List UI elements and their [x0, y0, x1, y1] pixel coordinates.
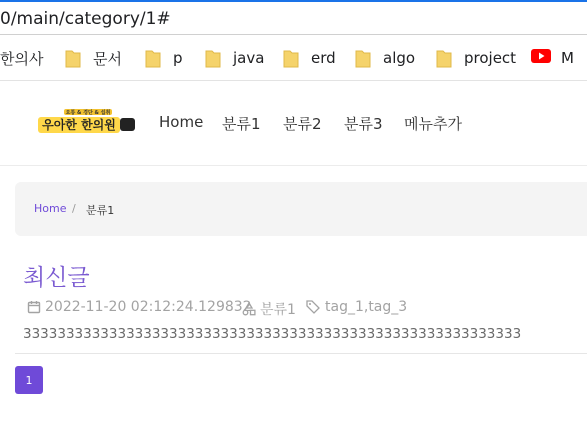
bookmark-label: java: [233, 49, 265, 67]
folder-icon: [145, 49, 161, 68]
folder-icon: [355, 49, 371, 68]
bookmark-item[interactable]: [0, 48, 43, 68]
nav-link-home[interactable]: Home: [159, 113, 204, 131]
bookmark-item[interactable]: [436, 48, 516, 68]
folder-icon: [205, 49, 221, 68]
bookmark-label: erd: [311, 49, 336, 67]
breadcrumb-separator: /: [72, 202, 76, 215]
post-body: 3333333333333333333333333333333333333333333333333333333333: [23, 326, 522, 342]
address-bar[interactable]: [0, 0, 587, 35]
nav-link-category1[interactable]: 분류1: [222, 115, 261, 133]
folder-icon: [436, 49, 452, 68]
bookmark-label: 문서: [93, 49, 122, 68]
bookmark-item[interactable]: [65, 48, 122, 68]
bookmark-label: project: [464, 49, 517, 67]
breadcrumb-home[interactable]: Home: [34, 202, 67, 215]
calendar-icon: [27, 300, 41, 314]
folder-icon: [65, 49, 81, 68]
bookmarks-bar: [0, 36, 587, 81]
bookmark-item[interactable]: [145, 48, 183, 68]
breadcrumb: [15, 182, 587, 236]
tags-icon: [306, 300, 321, 314]
page-button-1[interactable]: 1: [15, 366, 43, 394]
bookmark-label: p: [173, 49, 183, 67]
bookmark-label: algo: [383, 49, 416, 67]
bookmark-item[interactable]: [283, 48, 336, 68]
bookmark-label: 한의사: [0, 49, 44, 68]
bookmark-label: M: [561, 49, 574, 67]
post-category-text[interactable]: 분류1: [260, 302, 296, 318]
address-text[interactable]: 0/main/category/1#: [0, 9, 171, 29]
logo-top-text: 요통 & 경단 & 섭취: [65, 110, 111, 116]
bookmark-item[interactable]: [205, 48, 264, 68]
post-tags: [306, 299, 407, 315]
site-navbar: [0, 81, 587, 166]
post-title[interactable]: 최신글: [23, 265, 90, 291]
post-tags-text[interactable]: tag_1,tag_3: [325, 299, 408, 315]
folder-icon: [283, 49, 299, 68]
nav-link-category3[interactable]: 분류3: [344, 115, 383, 133]
bookmark-item[interactable]: [531, 48, 574, 68]
bookmark-item[interactable]: [355, 48, 415, 68]
post-date-text: 2022-11-20 02:12:24.129832: [45, 299, 252, 315]
nav-link-add-menu[interactable]: 메뉴추가: [404, 115, 462, 133]
nav-link-category2[interactable]: 분류2: [283, 115, 322, 133]
post-date: [27, 299, 252, 315]
site-logo[interactable]: [38, 109, 136, 135]
youtube-icon: [531, 49, 551, 67]
shapes-icon: [242, 302, 256, 316]
breadcrumb-current: 분류1: [86, 204, 115, 217]
logo-main-text: 우아한 한의원: [42, 118, 116, 132]
post-category: [242, 299, 296, 319]
divider: [15, 353, 587, 354]
